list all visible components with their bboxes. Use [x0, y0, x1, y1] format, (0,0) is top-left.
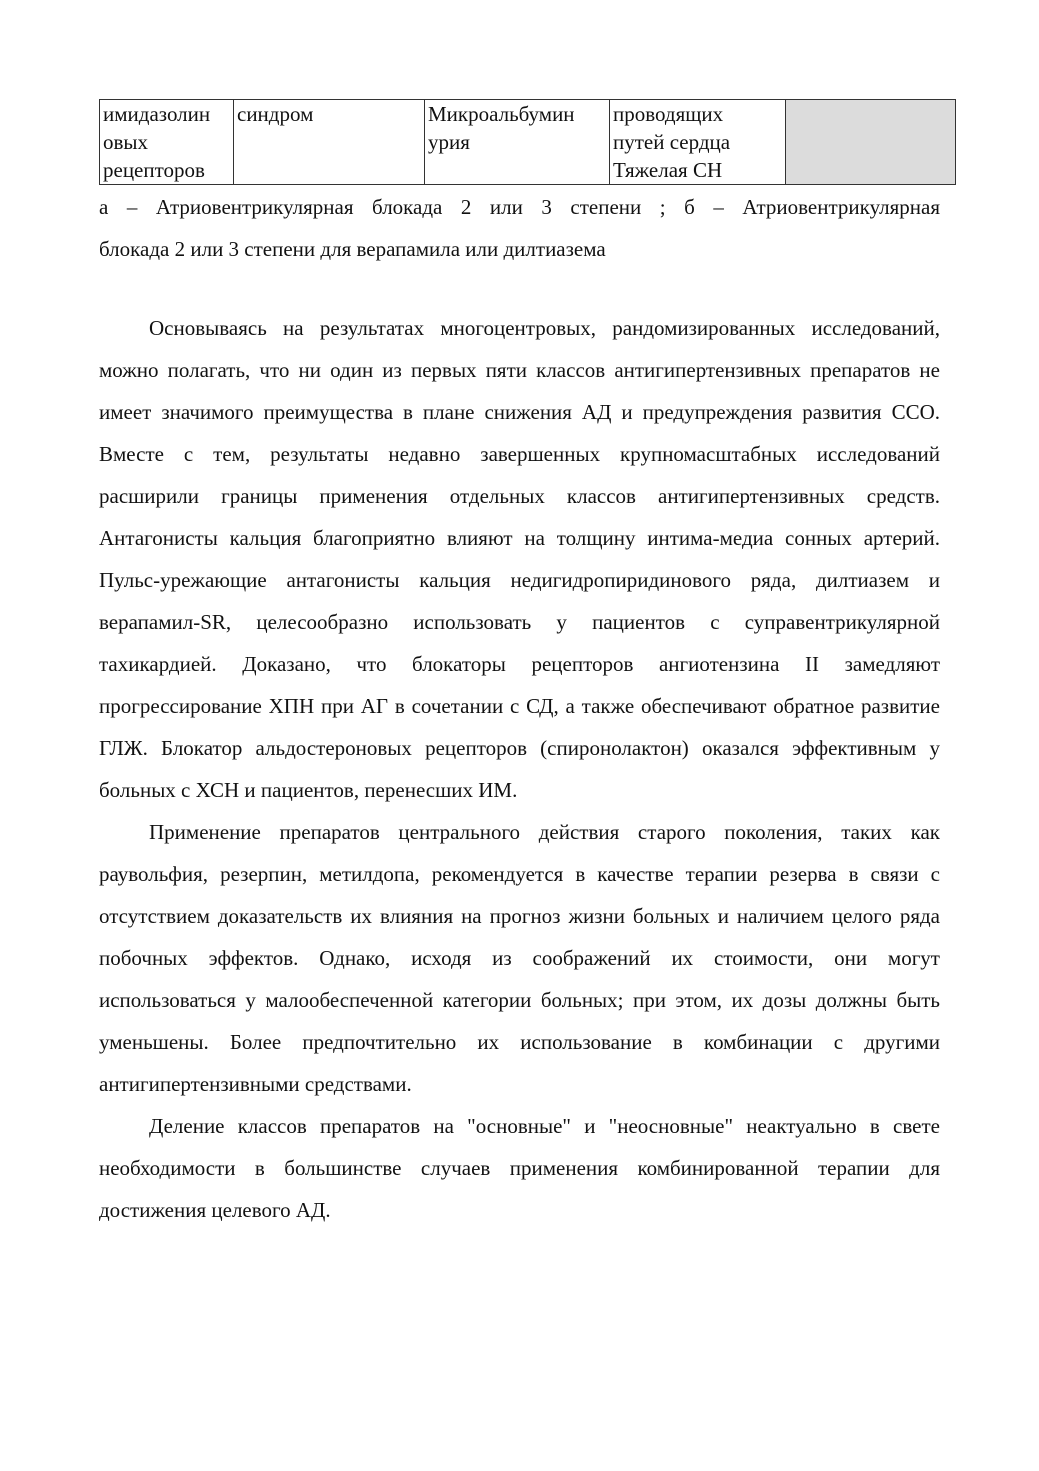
paragraph: Основываясь на результатах многоцентровых, рандомизированных исследований, можно полагать, что ни один из первых пяти классов антигипертензивных препаратов не имеет значимого преимущества в плане снижения АД и предупреждения развития ССО. Вместе с тем, результаты недавно завершенных крупномасштабных исследований расширили границы применения отдельных классов антигипертензивных средств. Антагонисты кальция благоприятно влияют на толщину интима-медиа сонных артерий. Пульс-урежающие антагонисты кальция недигидропиридинового ряда, дилтиазем и верапамил-SR, целесообразно использовать у пациентов с суправентрикулярной тахикардией. Доказано, что блокаторы рецепторов ангиотензина II замедляют прогрессирование ХПН при АГ в сочетании с СД, а также обеспечивают обратное развитие ГЛЖ. Блокатор альдостероновых рецепторов (спиронолактон) оказался эффективным у больных с ХСН и пациентов, перенесших ИМ. — [99, 316, 940, 802]
cell-text-line: Тяжелая СН — [613, 158, 723, 182]
table-footnote — [99, 186, 940, 270]
table-cell-relative-contraindication — [425, 100, 610, 185]
drug-contraindications-table-fragment — [99, 99, 956, 185]
table-cell-shaded-empty — [786, 100, 956, 185]
table-row — [100, 100, 956, 185]
cell-text-line: Микроальбумин — [428, 102, 575, 126]
table-cell-absolute-contraindication — [234, 100, 425, 185]
table-cell-conduction-note — [610, 100, 786, 185]
cell-text-line: урия — [428, 130, 470, 154]
cell-text-line: рецепторов — [103, 158, 205, 182]
cell-text-line: проводящих — [613, 102, 724, 126]
footnote-line: а – Атриовентрикулярная блокада 2 или 3 степени ; б – Атриовентрикулярная — [99, 195, 940, 219]
paragraph: Деление классов препаратов на "основные" и "неосновные" неактуально в свете необходимости в большинстве случаев применения комбинированной терапии для достижения целевого АД. — [99, 1114, 940, 1222]
paragraph: Применение препаратов центрального действия старого поколения, таких как раувольфия, резерпин, метилдопа, рекомендуется в качестве терапии резерва в связи с отсутствием доказательств их влияния на прогноз жизни больных и наличием целого ряда побочных эффектов. Однако, исходя из соображений их стоимости, они могут использоваться у малообеспеченной категории больных; при этом, их дозы должны быть уменьшены. Более предпочтительно их использование в комбинации с другими антигипертензивными средствами. — [99, 820, 940, 1096]
cell-text-line: путей сердца — [613, 130, 731, 154]
cell-text-line: овых — [103, 130, 149, 154]
footnote-line: блокада 2 или 3 степени для верапамила или дилтиазема — [99, 237, 606, 261]
cell-text-line: синдром — [237, 102, 314, 126]
table-cell-drug-class — [100, 100, 234, 185]
body-text — [99, 307, 940, 1231]
cell-text-line: имидазолин — [103, 102, 211, 126]
